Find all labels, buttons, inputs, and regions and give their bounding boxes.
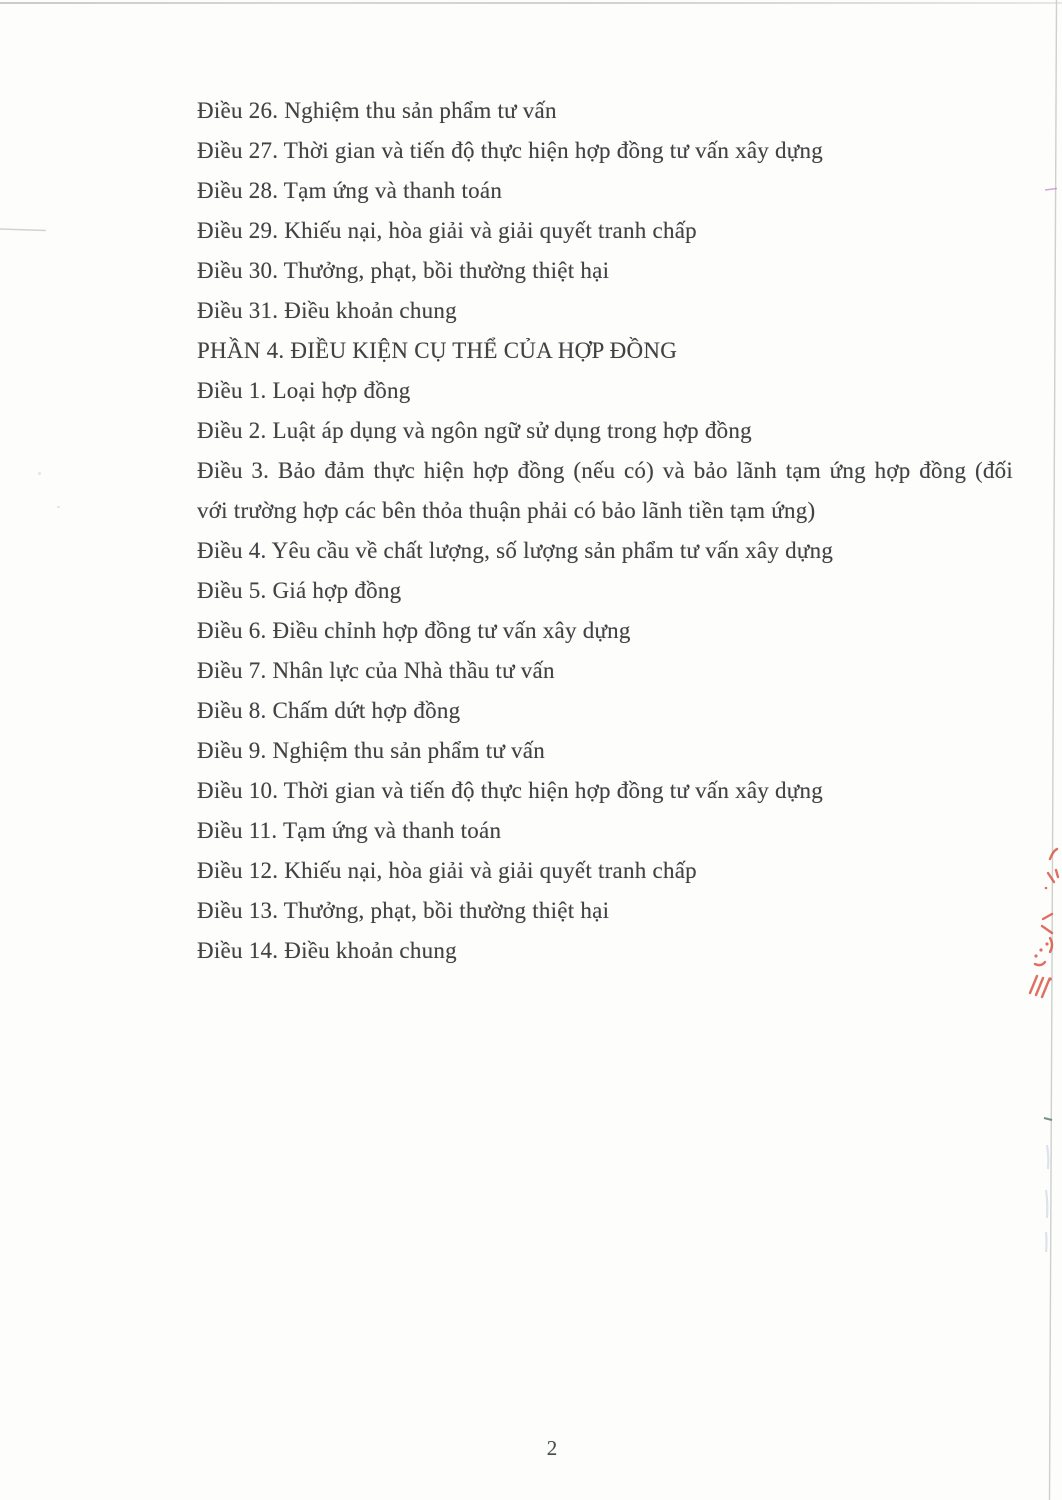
toc-item-dieu-3-line1: Điều 3. Bảo đảm thực hiện hợp đồng (nếu có) và bảo lãnh tạm ứng hợp đồng (đối: [197, 458, 1013, 483]
toc-item-dieu-30: Điều 30. Thưởng, phạt, bồi thường thiệt hại: [197, 258, 610, 283]
page-edge-line: [1050, 0, 1057, 1500]
toc-item-dieu-9: Điều 9. Nghiệm thu sản phẩm tư vấn: [197, 738, 546, 763]
scan-speck: [57, 506, 60, 508]
section-heading-phan-4: PHẦN 4. ĐIỀU KIỆN CỤ THỂ CỦA HỢP ĐỒNG: [197, 338, 678, 363]
page-number: 2: [546, 1436, 558, 1460]
toc-item-dieu-6: Điều 6. Điều chỉnh hợp đồng tư vấn xây dựng: [197, 618, 631, 643]
toc-item-dieu-31: Điều 31. Điều khoản chung: [197, 298, 457, 323]
blue-smudge-marks: [1046, 1145, 1048, 1252]
toc-item-dieu-14: Điều 14. Điều khoản chung: [197, 938, 457, 963]
scan-top-edge-line: [0, 2, 1062, 4]
purple-tick-mark: [1045, 189, 1057, 191]
toc-item-dieu-28: Điều 28. Tạm ứng và thanh toán: [197, 178, 503, 203]
toc-item-dieu-7: Điều 7. Nhân lực của Nhà thầu tư vấn: [197, 658, 555, 683]
toc-item-dieu-1: Điều 1. Loại hợp đồng: [197, 378, 411, 403]
toc-item-dieu-4: Điều 4. Yêu cầu về chất lượng, số lượng sản phẩm tư vấn xây dựng: [197, 538, 834, 563]
teal-tick-mark: [1044, 1118, 1052, 1120]
toc-item-dieu-3-line2: với trường hợp các bên thỏa thuận phải có bảo lãnh tiền tạm ứng): [197, 498, 816, 523]
toc-item-dieu-29: Điều 29. Khiếu nại, hòa giải và giải quyết tranh chấp: [197, 218, 697, 243]
toc-item-dieu-26: Điều 26. Nghiệm thu sản phẩm tư vấn: [197, 98, 557, 123]
scan-speck: [38, 472, 41, 475]
table-of-contents: [197, 91, 1013, 971]
toc-item-dieu-27: Điều 27. Thời gian và tiến độ thực hiện hợp đồng tư vấn xây dựng: [197, 138, 824, 163]
toc-item-dieu-11: Điều 11. Tạm ứng và thanh toán: [197, 818, 502, 843]
toc-item-dieu-10: Điều 10. Thời gian và tiến độ thực hiện hợp đồng tư vấn xây dựng: [197, 778, 824, 803]
toc-item-dieu-13: Điều 13. Thưởng, phạt, bồi thường thiệt hại: [197, 898, 610, 923]
toc-item-dieu-2: Điều 2. Luật áp dụng và ngôn ngữ sử dụng trong hợp đồng: [197, 418, 752, 443]
handwritten-red-annotation: [1030, 849, 1058, 997]
left-edge-mark: [0, 229, 46, 231]
toc-item-dieu-12: Điều 12. Khiếu nại, hòa giải và giải quyết tranh chấp: [197, 858, 697, 883]
toc-item-dieu-5: Điều 5. Giá hợp đồng: [197, 578, 402, 603]
toc-item-dieu-8: Điều 8. Chấm dứt hợp đồng: [197, 698, 461, 723]
